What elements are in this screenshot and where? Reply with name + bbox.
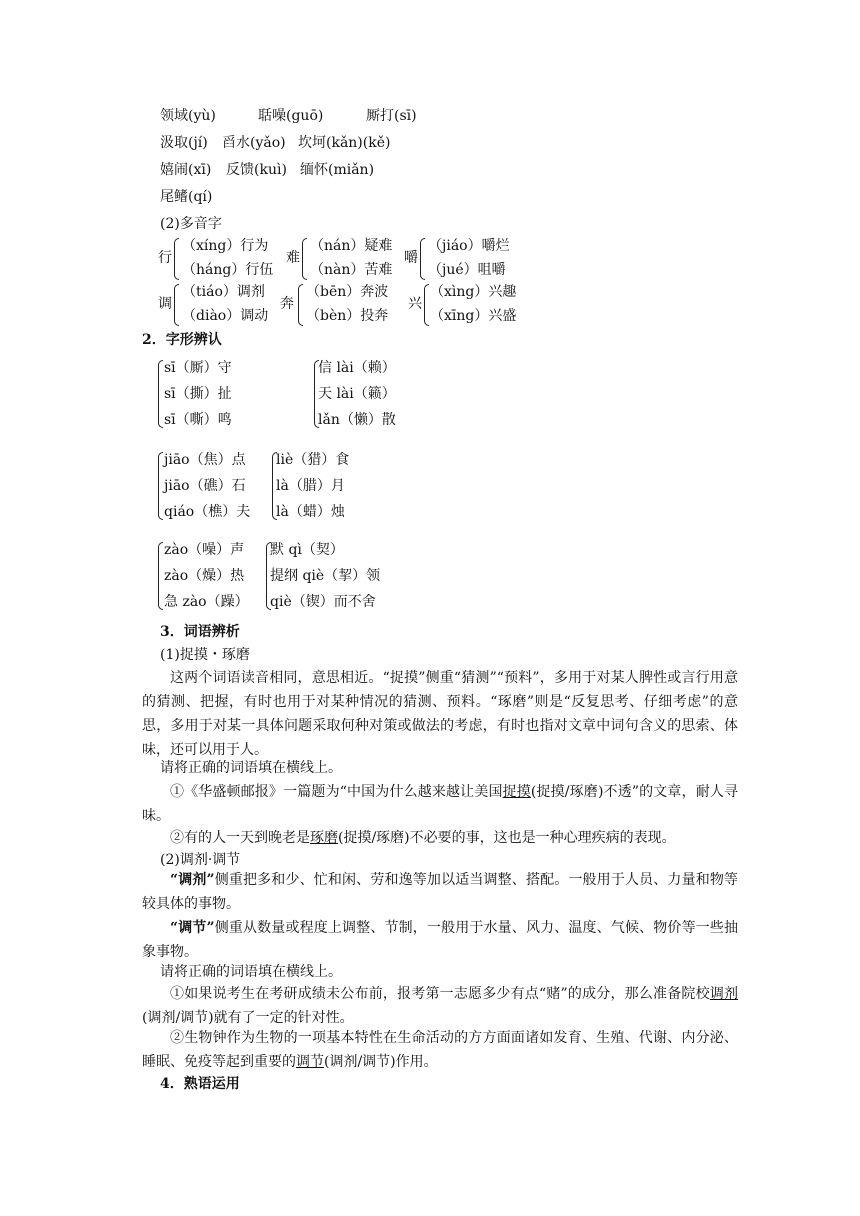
brace [298, 284, 303, 326]
glyph-item: 信 lài（赖） [318, 360, 396, 376]
polyphone-item: （xīng）兴盛 [430, 308, 517, 324]
polyphone-item: （nán）疑难 [310, 238, 393, 254]
paragraph: “调节”侧重从数量或程度上调整、节制，一般用于水量、风力、温度、气候、物价等一些抽象事物。 [142, 920, 739, 960]
instruction: 请将正确的词语填在横线上。 [160, 760, 342, 776]
section-title: 2．字形辨认 [142, 332, 222, 348]
brace [420, 238, 425, 280]
brace [158, 542, 163, 610]
polyphone-item: （diào）调动 [182, 308, 269, 324]
glyph-item: qiè（锲）而不舍 [270, 594, 376, 610]
polyphone-char: 兴 [408, 296, 422, 312]
polyphone-item: （tiáo）调剂 [182, 284, 265, 300]
polyphone-item: （xìng）兴趣 [430, 284, 517, 300]
polyphone-item: （háng）行伍 [182, 262, 274, 278]
glyph-item: 默 qì（契） [270, 542, 344, 558]
glyph-item: sī（厮）守 [164, 360, 232, 376]
polyphone-char: 行 [158, 250, 172, 266]
pinyin-item: 尾鳍(qí) [160, 189, 213, 205]
paragraph: “调剂”侧重把多和少、忙和闲、劳和逸等加以适当调整、搭配。一般用于人员、力量和物等较具体的事物。 [142, 872, 739, 912]
subsection-title: (1)捉摸・琢磨 [160, 647, 250, 663]
paragraph: 这两个词语读音相同，意思相近。“捉摸”侧重“猜测”“预料”，多用于对某人脾性或言行用意的猜测、把握，有时也用于对某种情况的猜测、预料。“琢磨”则是“反复思考、仔细考虑”的意思，多用于对某一具体问题采取何种对策或做法的考虑，有时也指对文章中词句含义的思索、体味，还可以用于人。 [142, 670, 738, 758]
exercise: ②有的人一天到晚老是琢磨(捉摸/琢磨)不必要的事，这也是一种心理疾病的表现。 [170, 830, 676, 846]
answer: 捉摸 [502, 784, 531, 800]
exercise: ①如果说考生在考研成绩未公布前，报考第一志愿多少有点“赌”的成分，那么准备院校调剂(调剂/调节)就有了一定的针对性。 [142, 986, 739, 1026]
brace [158, 360, 163, 428]
pinyin-item: 坎坷(kǎn)(kě) [298, 135, 391, 151]
brace [424, 284, 429, 326]
glyph-item: zào（噪）声 [164, 542, 245, 558]
pinyin-item: 嬉闹(xī) [160, 162, 212, 178]
pinyin-item: 反馈(kuì) [226, 162, 287, 178]
section-title: 3．词语辨析 [160, 624, 240, 640]
exercise: ①《华盛顿邮报》一篇题为“中国为什么越来越让美国捉摸(捉摸/琢磨)不透”的文章，耐人寻味。 [142, 784, 739, 824]
glyph-item: 急 zào（躁） [164, 594, 249, 610]
pinyin-item: 厮打(sī) [366, 108, 417, 124]
pinyin-item: 汲取(jí) [160, 135, 208, 151]
glyph-item: jiāo（礁）石 [164, 478, 246, 494]
glyph-item: 天 lài（籁） [318, 386, 396, 402]
glyph-item: liè（猎）食 [276, 452, 350, 468]
brace [174, 284, 179, 326]
section-title: 4．熟语运用 [160, 1076, 240, 1092]
polyphone-item: （jué）咀嚼 [428, 262, 506, 278]
glyph-item: 提纲 qiè（挈）领 [270, 568, 381, 584]
exercise: ②生物钟作为生物的一项基本特性在生命活动的方方面面诸如发育、生殖、代谢、内分泌、睡眠、免疫等起到重要的调节(调剂/调节)作用。 [142, 1030, 738, 1070]
brace [174, 238, 179, 280]
pinyin-item: 舀水(yǎo) [222, 135, 286, 151]
polyphone-item: （xíng）行为 [182, 238, 269, 254]
brace [302, 238, 307, 280]
polyphone-item: （nàn）苦难 [310, 262, 393, 278]
answer: 调节 [296, 1054, 324, 1070]
answer: 琢磨 [310, 830, 338, 846]
glyph-item: qiáo（樵）夫 [164, 504, 251, 520]
glyph-item: là（腊）月 [276, 478, 345, 494]
polyphone-heading: (2)多音字 [160, 216, 222, 232]
polyphone-char: 调 [158, 296, 172, 312]
subsection-title: (2)调剂·调节 [160, 852, 241, 868]
glyph-item: zào（燥）热 [164, 568, 245, 584]
glyph-item: sī（撕）扯 [164, 386, 232, 402]
pinyin-item: 领域(yù) [160, 108, 216, 124]
glyph-item: lǎn（懒）散 [318, 412, 396, 428]
glyph-item: sī（嘶）鸣 [164, 412, 232, 428]
answer: 调剂 [709, 986, 739, 1002]
glyph-item: là（蜡）烛 [276, 504, 345, 520]
pinyin-item: 聒噪(guō) [258, 108, 324, 124]
polyphone-item: （jiáo）嚼烂 [428, 238, 510, 254]
instruction: 请将正确的词语填在横线上。 [160, 964, 342, 980]
pinyin-item: 缅怀(miǎn) [300, 162, 375, 178]
polyphone-item: （bèn）投奔 [306, 308, 389, 324]
polyphone-char: 难 [286, 250, 300, 266]
polyphone-char: 奔 [280, 296, 294, 312]
polyphone-char: 嚼 [404, 250, 418, 266]
brace [158, 452, 163, 520]
polyphone-item: （bēn）奔波 [306, 284, 389, 300]
glyph-item: jiāo（焦）点 [164, 452, 246, 468]
